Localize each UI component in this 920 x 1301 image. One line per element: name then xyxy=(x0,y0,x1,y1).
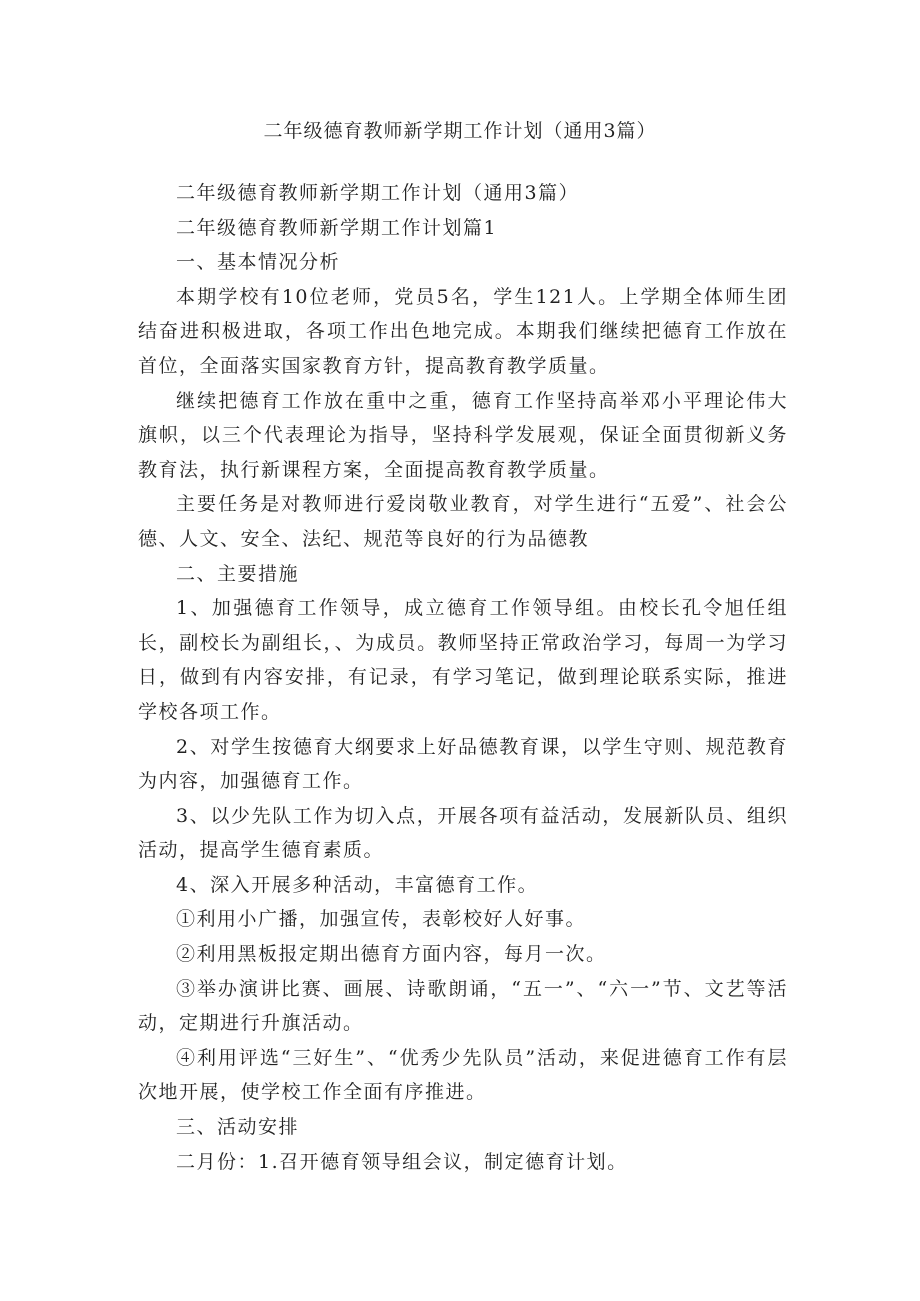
list-item: ③举办演讲比赛、画展、诗歌朗诵，“五一”、“六一”节、文艺等活动，定期进行升旗活动。 xyxy=(138,977,788,1035)
paragraph-subtitle: 二年级德育教师新学期工作计划（通用3篇） xyxy=(176,182,580,204)
paragraph: 二月份：1.召开德育领导组会议，制定德育计划。 xyxy=(176,1150,628,1173)
document-body xyxy=(138,176,788,1179)
paragraph: 1、加强德育工作领导，成立德育工作领导组。由校长孔令旭任组长，副校长为副组长，、为成员。教师坚持正常政治学习，每周一为学习日，做到有内容安排，有记录，有学习笔记，做到理论联系实际，推进学校各项工作。 xyxy=(138,597,788,723)
paragraph-part-heading: 二年级德育教师新学期工作计划篇1 xyxy=(176,216,498,239)
paragraph: 2、对学生按德育大纲要求上好品德教育课，以学生守则、规范教育为内容，加强德育工作。 xyxy=(138,735,788,793)
paragraph: 继续把德育工作放在重中之重，德育工作坚持高举邓小平理论伟大旗帜，以三个代表理论为指导，坚持科学发展观，保证全面贯彻新义务教育法，执行新课程方案，全面提高教育教学质量。 xyxy=(138,389,788,481)
document-title: 二年级德育教师新学期工作计划（通用3篇） xyxy=(263,120,657,142)
paragraph: 4、深入开展多种活动，丰富德育工作。 xyxy=(176,873,539,896)
section-heading-2: 二、主要措施 xyxy=(176,562,300,585)
paragraph: 本期学校有10位老师，党员5名，学生121人。上学期全体师生团结奋进积极进取，各项工作出色地完成。本期我们继续把德育工作放在首位，全面落实国家教育方针，提高教育教学质量。 xyxy=(138,285,788,377)
list-item: ④利用评选“三好生”、“优秀少先队员”活动，来促进德育工作有层次地开展，使学校工作全面有序推进。 xyxy=(138,1046,788,1104)
list-item: ①利用小广播，加强宣传，表彰校好人好事。 xyxy=(176,908,587,931)
list-item: ②利用黑板报定期出德育方面内容，每月一次。 xyxy=(176,943,607,966)
section-heading-3: 三、活动安排 xyxy=(176,1116,300,1139)
paragraph: 主要任务是对教师进行爱岗敬业教育，对学生进行“五爱”、社会公德、人文、安全、法纪、规范等良好的行为品德教 xyxy=(138,493,788,550)
section-heading-1: 一、基本情况分析 xyxy=(176,251,341,274)
paragraph: 3、以少先队工作为切入点，开展各项有益活动，发展新队员、组织活动，提高学生德育素质。 xyxy=(138,804,788,862)
